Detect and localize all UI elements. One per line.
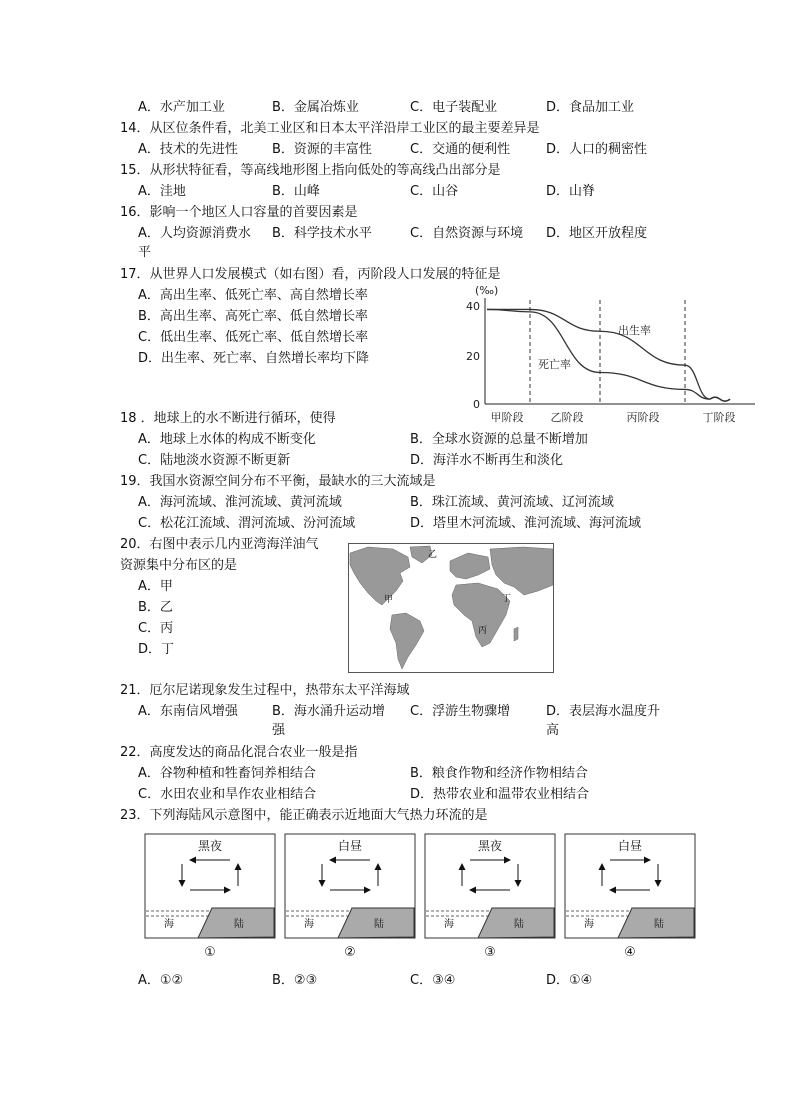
- q15-option-a: A．洼地: [138, 184, 186, 199]
- stage-label-3: 丙阶段: [626, 411, 660, 424]
- q20-option-a: A．甲: [138, 579, 173, 594]
- stage-label-2: 乙阶段: [550, 411, 584, 424]
- q14-option-a: A．技术的先进性: [138, 142, 238, 157]
- diagram-panel-1: [145, 834, 275, 960]
- q23-option-b: B．②③: [272, 973, 318, 988]
- q19-option-b: B．珠江流域、黄河流域、辽河流域: [410, 495, 614, 510]
- q14-option-b: B．资源的丰富性: [272, 142, 372, 157]
- q20-option-d: D．丁: [138, 642, 175, 657]
- q22-stem: 22．高度发达的商品化混合农业一般是指: [120, 745, 358, 760]
- q23-option-a: A．①②: [138, 973, 184, 988]
- panel-3-title: 黑夜: [477, 839, 503, 853]
- diagram-panel-2: [285, 834, 415, 960]
- q21-option-d-wrap: 高: [546, 723, 560, 738]
- stage-label-4: 丁阶段: [702, 411, 736, 424]
- diagram-panel-3: [425, 834, 555, 960]
- death-rate-label: 死亡率: [538, 358, 571, 371]
- panel-1-land-label: 陆: [234, 919, 244, 930]
- world-map: [348, 543, 554, 673]
- map-label-jia: 甲: [384, 595, 394, 605]
- panel-3-number: ③: [484, 945, 496, 960]
- q18-option-a: A．地球上水体的构成不断变化: [138, 432, 316, 447]
- q19-stem: 19．我国水资源空间分布不平衡，最缺水的三大流域是: [120, 474, 436, 489]
- q18-option-c: C．陆地淡水资源不断更新: [138, 453, 291, 468]
- sea-land-breeze-diagrams: [140, 830, 700, 965]
- panel-2-land-label: 陆: [374, 919, 384, 930]
- y-axis-unit: (‰): [475, 284, 499, 297]
- q15-option-b: B．山峰: [272, 184, 320, 199]
- q17-option-d: D．出生率、死亡率、自然增长率均下降: [138, 351, 370, 366]
- q20-stem-line1: 20．右图中表示几内亚湾海洋油气: [120, 537, 319, 552]
- q22-option-a: A．谷物种植和牲畜饲养相结合: [138, 766, 316, 781]
- q20-option-b: B．乙: [138, 600, 173, 615]
- q23-option-d: D．①④: [546, 973, 593, 988]
- q23-option-c: C．③④: [410, 973, 456, 988]
- q16-option-a: A．人均资源消费水: [138, 226, 251, 241]
- panel-3-sea-label: 海: [444, 919, 454, 930]
- q17-option-c: C．低出生率、低死亡率、低自然增长率: [138, 330, 369, 345]
- q13-option-d: D．食品加工业: [546, 100, 635, 115]
- q14-option-d: D．人口的稠密性: [546, 142, 648, 157]
- q21-stem: 21．厄尔尼诺现象发生过程中，热带东太平洋海域: [120, 683, 410, 698]
- q19-option-c: C．松花江流域、渭河流域、汾河流域: [138, 516, 356, 531]
- panel-2-title: 白昼: [337, 839, 363, 853]
- q13-option-c: C．电子装配业: [410, 100, 498, 115]
- q13-option-b: B．金属冶炼业: [272, 100, 359, 115]
- diagram-panel-4: [565, 834, 695, 960]
- panel-2-number: ②: [344, 945, 356, 960]
- panel-1-number: ①: [204, 945, 216, 960]
- q13-option-a: A．水产加工业: [138, 100, 225, 115]
- map-label-bing: 丙: [478, 626, 488, 636]
- panel-1-title: 黑夜: [197, 839, 223, 853]
- q17-option-b: B．高出生率、高死亡率、低自然增长率: [138, 309, 368, 324]
- q22-option-c: C．水田农业和旱作农业相结合: [138, 787, 317, 802]
- q15-stem: 15．从形状特征看，等高线地形图上指向低处的等高线凸出部分是: [120, 163, 501, 178]
- q18-option-d: D．海洋水不断再生和淡化: [410, 453, 564, 468]
- q21-option-c: C．浮游生物骤增: [410, 704, 511, 719]
- q16-option-c: C．自然资源与环境: [410, 226, 524, 241]
- q16-option-d: D．地区开放程度: [546, 226, 648, 241]
- q23-stem: 23．下列海陆风示意图中，能正确表示近地面大气热力环流的是: [120, 808, 488, 823]
- q16-option-a-wrap: 平: [138, 245, 152, 260]
- q14-stem: 14．从区位条件看，北美工业区和日本太平洋沿岸工业区的最主要差异是: [120, 121, 540, 136]
- birth-rate-line: [487, 309, 730, 401]
- q20-option-c: C．丙: [138, 621, 174, 636]
- q21-option-b: B．海水涌升运动增: [272, 704, 385, 719]
- q16-stem: 16．影响一个地区人口容量的首要因素是: [120, 205, 358, 220]
- y-tick-0: 0: [473, 398, 480, 411]
- q14-option-c: C．交通的便利性: [410, 142, 511, 157]
- q21-option-b-wrap: 强: [272, 723, 286, 738]
- q19-option-a: A．海河流域、淮河流域、黄河流域: [138, 495, 342, 510]
- madagascar-shape: [514, 627, 518, 641]
- panel-4-title: 白昼: [617, 839, 643, 853]
- map-label-yi: 乙: [428, 550, 438, 560]
- panel-4-number: ④: [624, 945, 636, 960]
- panel-3-land-label: 陆: [514, 919, 524, 930]
- panel-4-sea-label: 海: [584, 919, 594, 930]
- q15-option-d: D．山脊: [546, 184, 596, 199]
- q22-option-b: B．粮食作物和经济作物相结合: [410, 766, 588, 781]
- y-tick-40: 40: [466, 300, 480, 313]
- q17-option-a: A．高出生率、低死亡率、高自然增长率: [138, 288, 368, 303]
- q19-option-d: D．塔里木河流域、淮河流域、海河流域: [410, 516, 642, 531]
- panel-2-sea-label: 海: [304, 919, 314, 930]
- q15-option-c: C．山谷: [410, 184, 459, 199]
- q17-stem: 17．从世界人口发展模式（如右图）看，丙阶段人口发展的特征是: [120, 267, 501, 282]
- y-tick-20: 20: [466, 350, 480, 363]
- q18-option-b: B．全球水资源的总量不断增加: [410, 432, 588, 447]
- q22-option-d: D．热带农业和温带农业相结合: [410, 787, 590, 802]
- birth-rate-label: 出生率: [618, 324, 651, 337]
- q16-option-b: B．科学技术水平: [272, 226, 372, 241]
- map-label-ding: 丁: [502, 594, 512, 604]
- q21-option-a: A．东南信风增强: [138, 704, 238, 719]
- death-rate-line: [487, 309, 730, 401]
- stage-label-1: 甲阶段: [490, 411, 524, 424]
- q20-stem-line2: 资源集中分布区的是: [120, 558, 238, 573]
- q18-stem: 18 ．地球上的水不断进行循环，使得: [120, 411, 336, 426]
- population-chart: [455, 280, 765, 430]
- panel-4-land-label: 陆: [654, 919, 664, 930]
- q21-option-d: D．表层海水温度升: [546, 704, 661, 719]
- panel-1-sea-label: 海: [164, 919, 174, 930]
